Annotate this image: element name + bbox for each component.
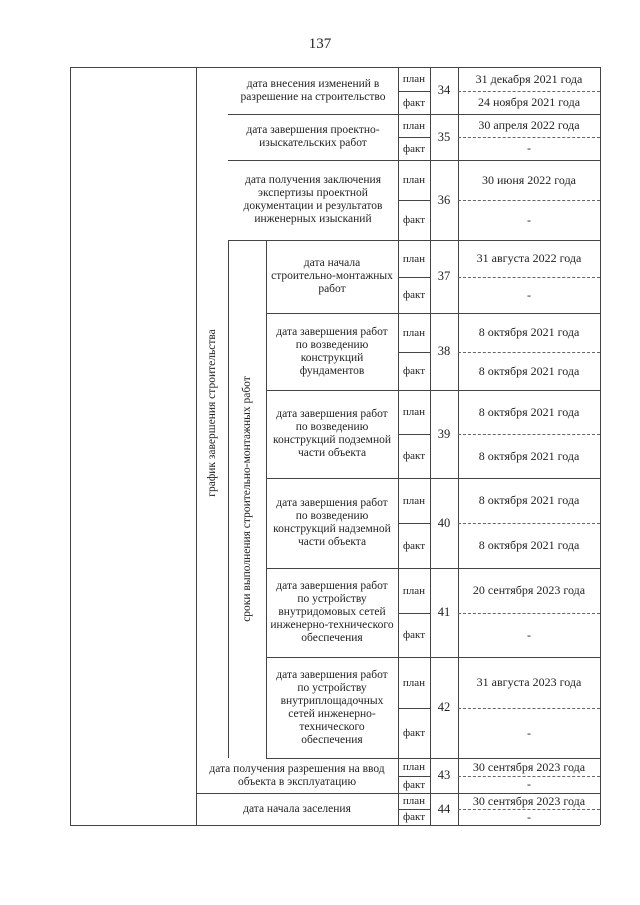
plan-label: план bbox=[402, 795, 426, 807]
plan-label: план bbox=[402, 252, 426, 265]
fact-value: - bbox=[527, 725, 531, 740]
plan-label: план bbox=[402, 584, 426, 597]
row-number: 39 bbox=[437, 426, 451, 441]
fact-label: факт bbox=[402, 778, 426, 791]
plan-label: план bbox=[402, 406, 426, 418]
subgroup-label-column-border bbox=[266, 240, 267, 758]
plan-label: план bbox=[402, 761, 426, 773]
plan-value: 30 июня 2022 года bbox=[481, 172, 577, 187]
plan-label: план bbox=[402, 119, 426, 132]
fact-label: факт bbox=[402, 289, 426, 301]
group-label-cell bbox=[196, 67, 228, 758]
table-left-border bbox=[70, 67, 71, 825]
row-label: дата завершения работ по устройству внутридомовых сетей инженерно-технического обеспечения bbox=[270, 580, 394, 644]
fact-value: 8 октября 2021 года bbox=[478, 448, 580, 463]
fact-value: - bbox=[527, 627, 531, 642]
fact-label: факт bbox=[402, 727, 426, 739]
fact-label: факт bbox=[402, 96, 426, 109]
row-number: 34 bbox=[437, 83, 451, 97]
plan-value: 8 октября 2021 года bbox=[478, 325, 580, 339]
row-label: дата завершения работ по устройству внутриплощадочных сетей инженерно-технического обеспечения bbox=[276, 668, 388, 746]
row-number: 35 bbox=[437, 129, 451, 144]
table-right-border bbox=[600, 67, 601, 825]
plan-value: 31 декабря 2021 года bbox=[475, 71, 583, 86]
plan-label: план bbox=[402, 73, 426, 85]
subgroup-label: сроки выполнения строительно-монтажных работ bbox=[241, 376, 254, 622]
plan-value: 8 октября 2021 года bbox=[478, 404, 580, 419]
plan-label: план bbox=[402, 174, 426, 186]
row-label: дата начала строительно-монтажных работ bbox=[271, 257, 393, 295]
row-number: 36 bbox=[437, 192, 451, 207]
fact-value: - bbox=[527, 212, 531, 227]
plan-value: 30 апреля 2022 года bbox=[478, 118, 580, 132]
fact-value: 8 октября 2021 года bbox=[478, 538, 580, 552]
fact-label: факт bbox=[402, 214, 426, 226]
plan-value: 31 августа 2022 года bbox=[476, 251, 582, 265]
fact-label: факт bbox=[402, 450, 426, 462]
row-number: 38 bbox=[437, 344, 451, 358]
subgroup-label-cell bbox=[228, 240, 266, 758]
fact-label: факт bbox=[402, 365, 426, 377]
fact-label: факт bbox=[402, 811, 426, 823]
row-number: 44 bbox=[437, 801, 451, 816]
fact-value: - bbox=[527, 287, 531, 302]
row-label: дата завершения работ по возведению конструкций надземной части объекта bbox=[273, 497, 391, 548]
row-number: 37 bbox=[437, 269, 451, 283]
plan-label: план bbox=[402, 326, 426, 339]
row-number: 41 bbox=[437, 605, 451, 619]
row-label: дата завершения проектно-изыскательских работ bbox=[246, 124, 380, 149]
plan-value: 8 октября 2021 года bbox=[478, 493, 580, 507]
row-label: дата завершения работ по возведению конструкций фундаментов bbox=[276, 325, 388, 377]
plan-value: 31 августа 2023 года bbox=[476, 675, 582, 689]
fact-value: - bbox=[527, 141, 531, 155]
plan-label: план bbox=[402, 676, 426, 689]
fact-value: - bbox=[527, 777, 531, 791]
plan-value: 30 сентября 2023 года bbox=[472, 793, 586, 808]
fact-value: 24 ноября 2021 года bbox=[477, 95, 581, 109]
row-label: дата внесения изменений в разрешение на строительство bbox=[240, 77, 386, 103]
plan-value: 20 сентября 2023 года bbox=[472, 583, 586, 597]
row-separator bbox=[196, 825, 600, 826]
row-label: дата получения заключения экспертизы проектной документации и результатов инженерных изысканий bbox=[243, 174, 383, 225]
group-label: график завершения строительства bbox=[206, 328, 218, 497]
row-label: дата начала заселения bbox=[243, 802, 351, 815]
fact-label: факт bbox=[402, 539, 426, 552]
row-number: 40 bbox=[437, 515, 451, 530]
row-number: 42 bbox=[437, 700, 451, 714]
fact-value: 8 октября 2021 года bbox=[478, 363, 580, 378]
plan-label: план bbox=[402, 494, 426, 507]
row-label: дата завершения работ по возведению конструкций подземной части объекта bbox=[273, 408, 391, 459]
page-number: 137 bbox=[308, 36, 332, 52]
row-label: дата получения разрешения на ввод объекта в эксплуатацию bbox=[209, 762, 385, 788]
fact-label: факт bbox=[402, 629, 426, 641]
fact-label: факт bbox=[402, 142, 426, 155]
plan-value: 30 сентября 2023 года bbox=[472, 759, 586, 774]
fact-value: - bbox=[527, 809, 531, 824]
row-number: 43 bbox=[437, 768, 451, 782]
